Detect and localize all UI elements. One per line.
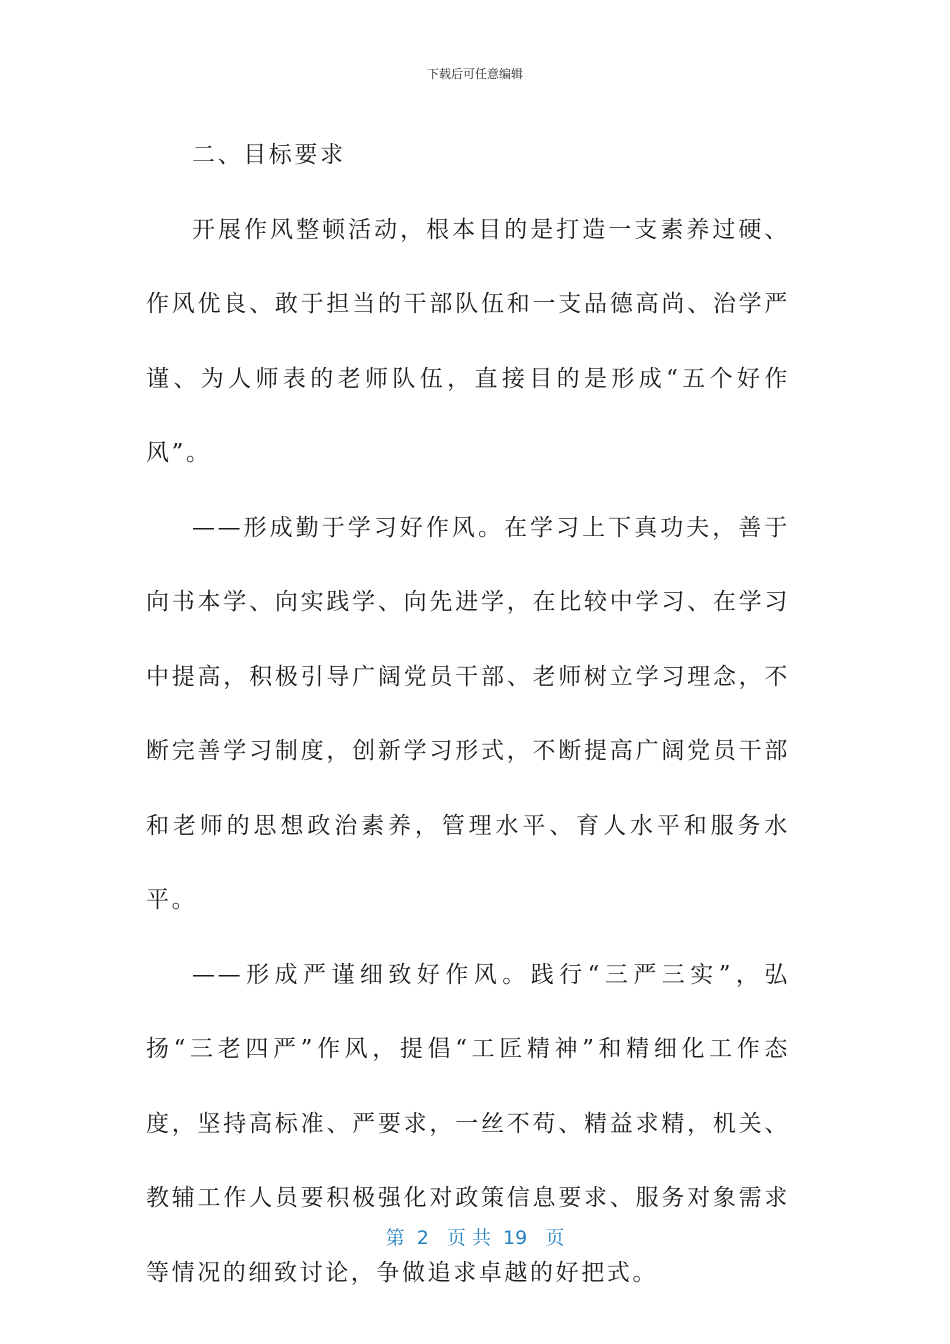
paragraph: ——形成严谨细致好作风。践行“三严三实”，弘扬“三老四严”作风，提倡“工匠精神”和精细化工作态度，坚持高标准、严要求，一丝不苟、精益求精，机关、教辅工作人员要积极强化对政策信息要求、服务对象需求等情况的细致讨论，争做追求卓越的好把式。: [146, 961, 790, 1286]
paragraph: ——形成勤于学习好作风。在学习上下真功夫，善于向书本学、向实践学、向先进学，在比较中学习、在学习中提高，积极引导广阔党员干部、老师树立学习理念，不断完善学习制度，创新学习形式，不断提高广阔党员干部和老师的思想政治素养，管理水平、育人水平和服务水平。: [146, 514, 790, 913]
section-heading: 二、目标要求: [192, 142, 346, 168]
header-note: 下载后可任意编辑: [426, 67, 523, 81]
paragraph: 开展作风整顿活动，根本目的是打造一支素养过硬、作风优良、敢于担当的干部队伍和一支品德高尚、治学严谨、为人师表的老师队伍，直接目的是形成“五个好作风”。: [146, 216, 790, 466]
page-number: 第 2 页 共 19 页: [385, 1227, 565, 1249]
document-body: [146, 118, 790, 1310]
